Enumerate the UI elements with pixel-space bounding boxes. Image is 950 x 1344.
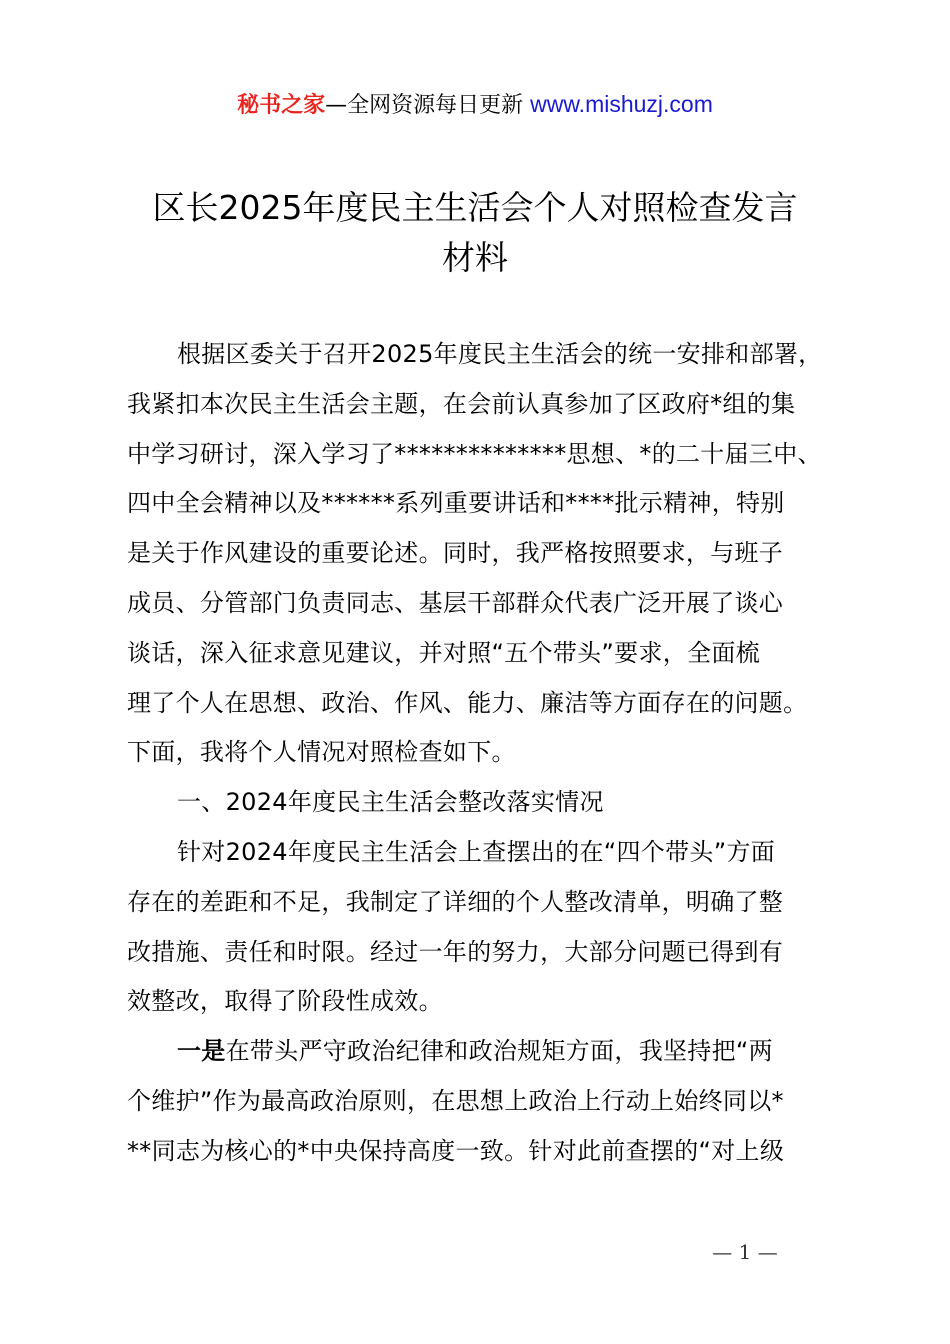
- page-number: — 1 —: [712, 1240, 778, 1264]
- title-line-1: 区长2025年度民主生活会个人对照检查发言: [152, 188, 798, 227]
- paragraph-line: 我紧扣本次民主生活会主题，在会前认真参加了区政府*组的集: [127, 389, 796, 418]
- paragraph-line: 改措施、责任和时限。经过一年的努力，大部分问题已得到有: [127, 937, 784, 966]
- paragraph-line: 理了个人在思想、政治、作风、能力、廉洁等方面存在的问题。: [127, 688, 808, 717]
- paragraph-text: 在带头严守政治纪律和政治规矩方面，我坚持把“两: [225, 1037, 773, 1066]
- paragraph-line: 是关于作风建设的重要论述。同时，我严格按照要求，与班子: [127, 539, 784, 568]
- site-watermark-header: [0, 88, 950, 119]
- paragraph-line: 谈话，深入征求意见建议，并对照“五个带头”要求，全面梳: [127, 638, 760, 667]
- paragraph-line: 下面，我将个人情况对照检查如下。: [127, 738, 516, 767]
- site-url[interactable]: www.mishuzj.com: [530, 91, 713, 117]
- brand-name: 秘书之家: [237, 93, 326, 118]
- title-line-2: 材料: [442, 238, 508, 277]
- paragraph-line: 效整改，取得了阶段性成效。: [127, 987, 443, 1016]
- paragraph-line: 针对2024年度民主生活会上查摆出的在“四个带头”方面: [177, 837, 776, 866]
- paragraph-line: 成员、分管部门负责同志、基层干部群众代表广泛开展了谈心: [127, 588, 784, 617]
- document-title: [0, 183, 950, 283]
- document-body: [127, 330, 857, 1177]
- paragraph-line: 根据区委关于召开2025年度民主生活会的统一安排和部署，: [177, 340, 823, 368]
- tagline: —全网资源每日更新: [325, 93, 531, 118]
- paragraph-line: [127, 1027, 857, 1077]
- bold-lead: 一是: [177, 1037, 226, 1066]
- paragraph-line: 个维护”作为最高政治原则，在思想上政治上行动上始终同以*: [127, 1086, 784, 1115]
- paragraph-line: **同志为核心的*中央保持高度一致。针对此前查摆的“对上级: [127, 1136, 785, 1165]
- paragraph-line: 四中全会精神以及******系列重要讲话和****批示精神，特别: [127, 489, 785, 518]
- paragraph-line: 中学习研讨，深入学习了**************思想、*的二十届三中、: [127, 439, 822, 468]
- paragraph-line: 存在的差距和不足，我制定了详细的个人整改清单，明确了整: [127, 887, 784, 916]
- section-heading: 一、2024年度民主生活会整改落实情况: [177, 788, 604, 817]
